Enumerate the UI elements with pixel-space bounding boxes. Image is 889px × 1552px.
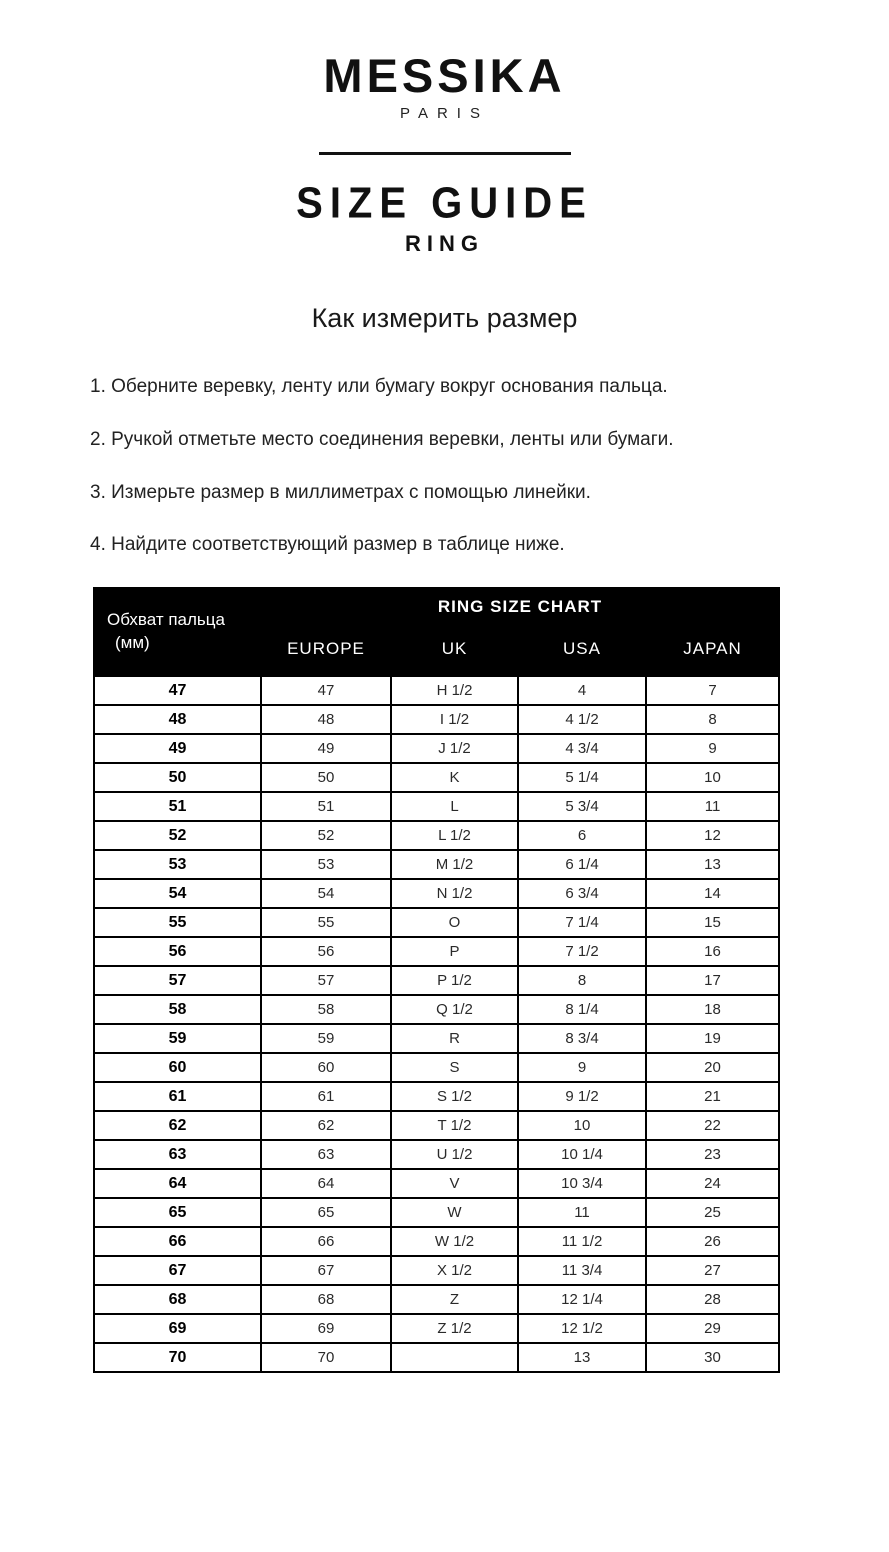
size-cell: 66 — [261, 1227, 391, 1256]
size-cell: 9 — [646, 734, 779, 763]
size-cell: V — [391, 1169, 518, 1198]
size-cell: Z 1/2 — [391, 1314, 518, 1343]
size-cell: 5 1/4 — [518, 763, 646, 792]
size-cell: 12 1/4 — [518, 1285, 646, 1314]
mm-cell: 67 — [94, 1256, 261, 1285]
table-row — [94, 763, 779, 792]
size-cell: 29 — [646, 1314, 779, 1343]
table-row — [94, 1053, 779, 1082]
size-cell: 7 1/2 — [518, 937, 646, 966]
table-row — [94, 1256, 779, 1285]
mm-cell: 65 — [94, 1198, 261, 1227]
mm-cell: 66 — [94, 1227, 261, 1256]
size-cell: 4 3/4 — [518, 734, 646, 763]
size-cell: 28 — [646, 1285, 779, 1314]
table-row — [94, 908, 779, 937]
section-heading: Как измерить размер — [311, 303, 578, 333]
size-cell: 7 — [646, 676, 779, 705]
size-cell: 26 — [646, 1227, 779, 1256]
corner-header-line2: (мм) — [115, 633, 150, 653]
size-cell: Z — [391, 1285, 518, 1314]
size-cell: 30 — [646, 1343, 779, 1372]
page-root — [0, 49, 889, 1373]
mm-cell: 69 — [94, 1314, 261, 1343]
table-header — [94, 588, 779, 676]
size-cell: N 1/2 — [391, 879, 518, 908]
size-cell: 54 — [261, 879, 391, 908]
size-cell: 27 — [646, 1256, 779, 1285]
size-cell — [391, 1343, 518, 1372]
table-row — [94, 850, 779, 879]
size-cell: R — [391, 1024, 518, 1053]
column-header-uk: UK — [391, 626, 518, 676]
table-row — [94, 879, 779, 908]
table-row — [94, 1343, 779, 1372]
size-cell: 19 — [646, 1024, 779, 1053]
divider — [319, 152, 571, 155]
size-cell: 8 1/4 — [518, 995, 646, 1024]
size-cell: 61 — [261, 1082, 391, 1111]
size-cell: P 1/2 — [391, 966, 518, 995]
size-cell: 8 — [646, 705, 779, 734]
size-cell: 53 — [261, 850, 391, 879]
size-cell: 48 — [261, 705, 391, 734]
size-cell: 15 — [646, 908, 779, 937]
size-cell: 11 — [518, 1198, 646, 1227]
mm-cell: 54 — [94, 879, 261, 908]
mm-cell: 51 — [94, 792, 261, 821]
size-cell: 57 — [261, 966, 391, 995]
table-row — [94, 1082, 779, 1111]
mm-cell: 58 — [94, 995, 261, 1024]
size-cell: 62 — [261, 1111, 391, 1140]
size-cell: 6 — [518, 821, 646, 850]
table-row — [94, 734, 779, 763]
mm-cell: 52 — [94, 821, 261, 850]
instructions-list — [90, 376, 829, 557]
table-row — [94, 1024, 779, 1053]
size-cell: U 1/2 — [391, 1140, 518, 1169]
size-cell: K — [391, 763, 518, 792]
table-row — [94, 995, 779, 1024]
size-cell: I 1/2 — [391, 705, 518, 734]
size-cell: 17 — [646, 966, 779, 995]
table-row — [94, 792, 779, 821]
size-cell: 67 — [261, 1256, 391, 1285]
mm-cell: 59 — [94, 1024, 261, 1053]
size-cell: 9 — [518, 1053, 646, 1082]
column-header-japan: JAPAN — [646, 626, 779, 676]
size-cell: 6 1/4 — [518, 850, 646, 879]
mm-cell: 57 — [94, 966, 261, 995]
size-cell: 56 — [261, 937, 391, 966]
size-cell: 55 — [261, 908, 391, 937]
table-row — [94, 966, 779, 995]
size-cell: L 1/2 — [391, 821, 518, 850]
mm-cell: 56 — [94, 937, 261, 966]
size-cell: 10 — [518, 1111, 646, 1140]
mm-cell: 55 — [94, 908, 261, 937]
size-cell: 13 — [646, 850, 779, 879]
instruction-item: 2. Ручкой отметьте место соединения веревки, ленты или бумаги. — [90, 428, 674, 450]
size-cell: 10 — [646, 763, 779, 792]
table-row — [94, 1111, 779, 1140]
size-cell: 21 — [646, 1082, 779, 1111]
mm-cell: 53 — [94, 850, 261, 879]
size-cell: 11 3/4 — [518, 1256, 646, 1285]
size-cell: 50 — [261, 763, 391, 792]
size-cell: 5 3/4 — [518, 792, 646, 821]
size-table-body — [94, 676, 779, 1372]
size-cell: 8 3/4 — [518, 1024, 646, 1053]
size-cell: 59 — [261, 1024, 391, 1053]
corner-header-line1: Обхват пальца — [107, 610, 225, 630]
ring-size-table — [93, 587, 780, 1373]
size-cell: Q 1/2 — [391, 995, 518, 1024]
mm-cell: 47 — [94, 676, 261, 705]
size-cell: H 1/2 — [391, 676, 518, 705]
size-cell: 24 — [646, 1169, 779, 1198]
size-cell: 22 — [646, 1111, 779, 1140]
size-cell: 13 — [518, 1343, 646, 1372]
mm-cell: 64 — [94, 1169, 261, 1198]
size-cell: 65 — [261, 1198, 391, 1227]
table-row — [94, 1169, 779, 1198]
mm-cell: 50 — [94, 763, 261, 792]
size-cell: 64 — [261, 1169, 391, 1198]
size-cell: 7 1/4 — [518, 908, 646, 937]
size-cell: 47 — [261, 676, 391, 705]
mm-cell: 63 — [94, 1140, 261, 1169]
table-row — [94, 1227, 779, 1256]
mm-cell: 60 — [94, 1053, 261, 1082]
instruction-item: 1. Оберните веревку, ленту или бумагу вокруг основания пальца. — [90, 376, 668, 397]
size-cell: 60 — [261, 1053, 391, 1082]
mm-cell: 68 — [94, 1285, 261, 1314]
size-cell: W 1/2 — [391, 1227, 518, 1256]
size-cell: T 1/2 — [391, 1111, 518, 1140]
mm-cell: 70 — [94, 1343, 261, 1372]
size-cell: J 1/2 — [391, 734, 518, 763]
size-cell: 9 1/2 — [518, 1082, 646, 1111]
size-cell: S — [391, 1053, 518, 1082]
size-cell: 16 — [646, 937, 779, 966]
size-cell: 10 3/4 — [518, 1169, 646, 1198]
size-cell: 11 1/2 — [518, 1227, 646, 1256]
instruction-item: 3. Измерьте размер в миллиметрах с помощью линейки. — [90, 481, 591, 503]
brand-city: PARIS — [400, 105, 489, 122]
size-cell: 10 1/4 — [518, 1140, 646, 1169]
table-row — [94, 1198, 779, 1227]
size-cell: 14 — [646, 879, 779, 908]
column-header-europe: EUROPE — [261, 626, 391, 676]
mm-cell: 62 — [94, 1111, 261, 1140]
table-row — [94, 676, 779, 705]
table-title: RING SIZE CHART — [261, 588, 779, 626]
table-row — [94, 937, 779, 966]
page-subtitle: RING — [405, 231, 484, 256]
size-cell: 12 1/2 — [518, 1314, 646, 1343]
size-cell: 63 — [261, 1140, 391, 1169]
size-cell: 52 — [261, 821, 391, 850]
column-header-usa: USA — [518, 626, 646, 676]
size-cell: 12 — [646, 821, 779, 850]
size-cell: 8 — [518, 966, 646, 995]
size-cell: P — [391, 937, 518, 966]
table-row — [94, 1314, 779, 1343]
size-cell: 20 — [646, 1053, 779, 1082]
size-cell: 70 — [261, 1343, 391, 1372]
table-row — [94, 821, 779, 850]
size-cell: 58 — [261, 995, 391, 1024]
size-cell: W — [391, 1198, 518, 1227]
mm-cell: 48 — [94, 705, 261, 734]
size-cell: 68 — [261, 1285, 391, 1314]
mm-cell: 61 — [94, 1082, 261, 1111]
mm-cell: 49 — [94, 734, 261, 763]
size-cell: M 1/2 — [391, 850, 518, 879]
size-cell: 69 — [261, 1314, 391, 1343]
size-cell: O — [391, 908, 518, 937]
brand-logo: MESSIKA — [323, 49, 566, 102]
size-cell: 6 3/4 — [518, 879, 646, 908]
instruction-item: 4. Найдите соответствующий размер в таблице ниже. — [90, 534, 565, 556]
size-cell: 51 — [261, 792, 391, 821]
table-row — [94, 1140, 779, 1169]
size-cell: 11 — [646, 792, 779, 821]
table-row — [94, 705, 779, 734]
corner-header — [94, 588, 261, 676]
size-cell: L — [391, 792, 518, 821]
size-cell: 4 1/2 — [518, 705, 646, 734]
size-cell: 23 — [646, 1140, 779, 1169]
size-cell: S 1/2 — [391, 1082, 518, 1111]
page-title: SIZE GUIDE — [296, 179, 593, 228]
table-row — [94, 1285, 779, 1314]
size-cell: 18 — [646, 995, 779, 1024]
size-cell: 25 — [646, 1198, 779, 1227]
size-cell: 49 — [261, 734, 391, 763]
size-cell: X 1/2 — [391, 1256, 518, 1285]
size-cell: 4 — [518, 676, 646, 705]
